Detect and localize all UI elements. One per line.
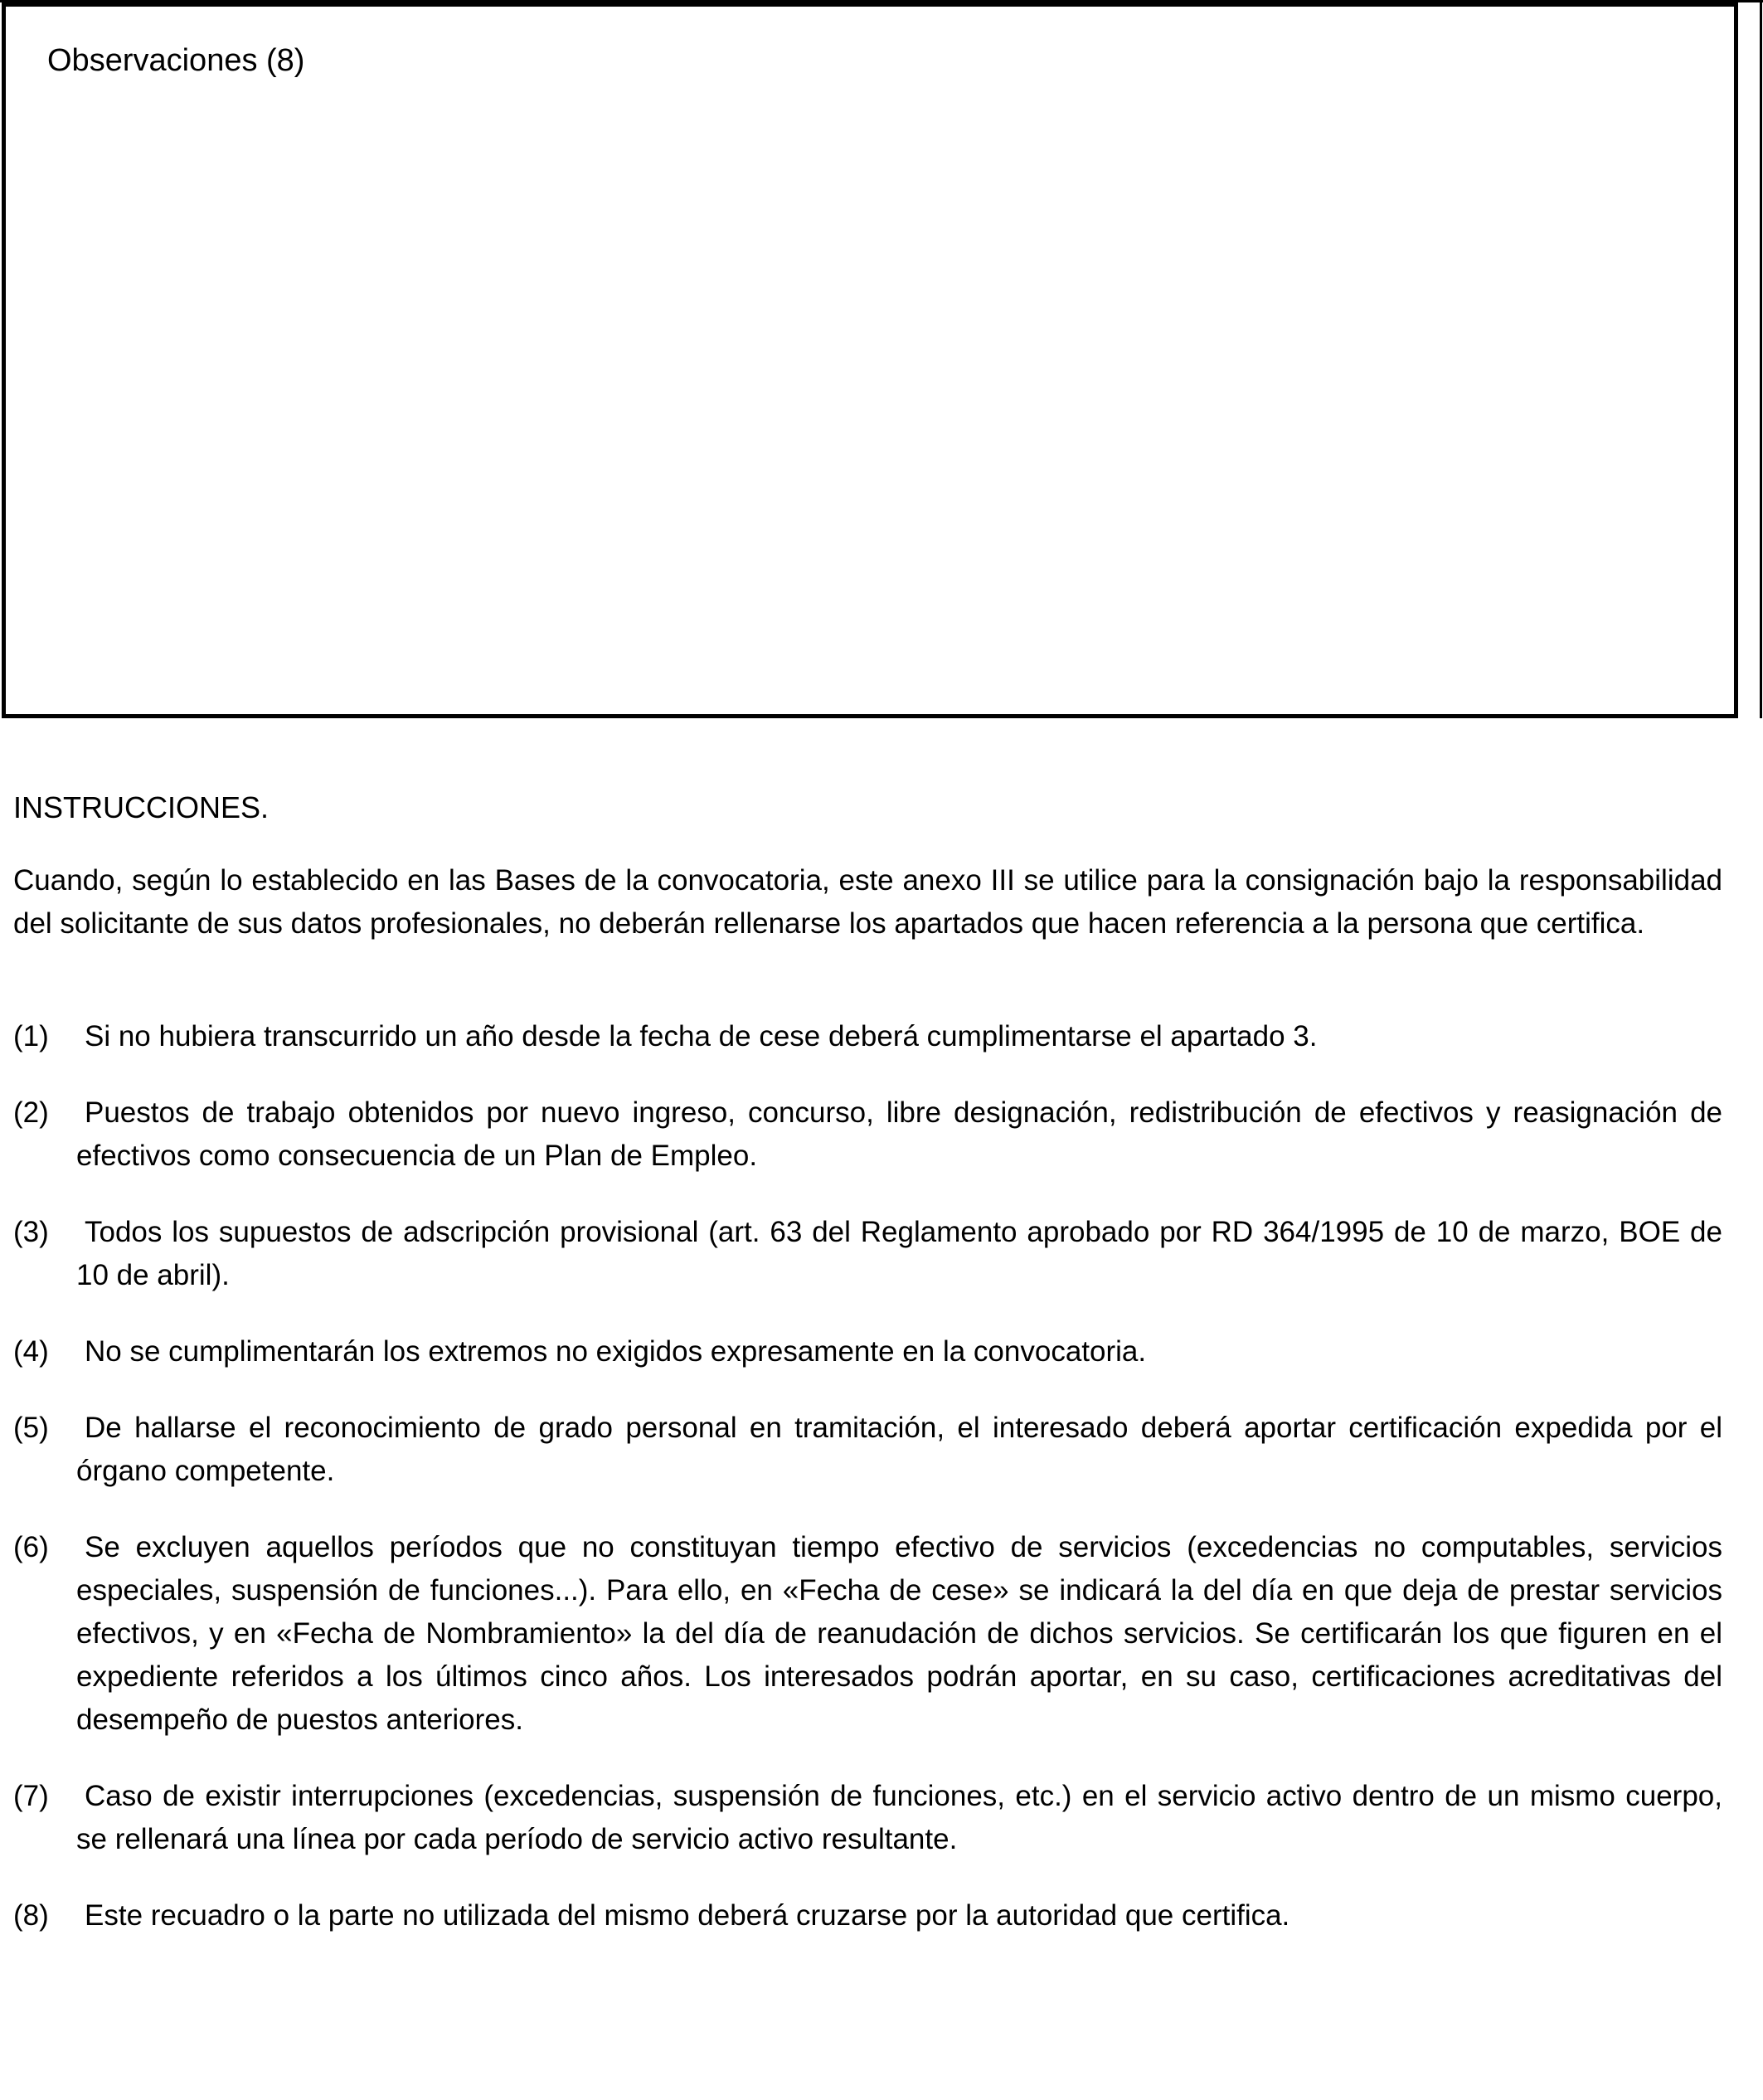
instructions-intro-paragraph: Cuando, según lo establecido en las Bases de la convocatoria, este anexo III se utilice para la consignación bajo la responsabilidad del solicitante de sus datos profesionales, no deberán rellenarse los apartados que hacen referencia a la persona que certifica. xyxy=(13,864,1722,940)
instruction-item-8-number: (8) xyxy=(13,1899,49,1932)
instruction-item-8 xyxy=(13,1894,1722,1937)
instruction-item-6-text: Se excluyen aquellos períodos que no constituyan tiempo efectivo de servicios (excedencias no computables, servicios especiales, suspensión de funciones...). Para ello, en «Fecha de cese» se indicará la del día en que deja de prestar servicios efectivos, y en «Fecha de Nombramiento» la del día de reanudación de dichos servicios. Se certificarán los que figuren en el expediente referidos a los últimos cinco años. Los interesados podrán aportar, en su caso, certificaciones acreditativas del desempeño de puestos anteriores. xyxy=(76,1531,1722,1736)
instruction-item-2-number: (2) xyxy=(13,1096,49,1129)
instruction-item-4 xyxy=(13,1330,1722,1373)
instruction-item-3-text: Todos los supuestos de adscripción provisional (art. 63 del Reglamento aprobado por RD 364/1995 de 10 de marzo, BOE de 10 de abril). xyxy=(76,1216,1722,1291)
instruction-item-1-text: Si no hubiera transcurrido un año desde la fecha de cese deberá cumplimentarse el apartado 3. xyxy=(85,1020,1318,1052)
page-right-border-line xyxy=(1760,0,1762,718)
instruction-item-2-text: Puestos de trabajo obtenidos por nuevo ingreso, concurso, libre designación, redistribución de efectivos y reasignación de efectivos como consecuencia de un Plan de Empleo. xyxy=(76,1096,1722,1172)
instructions-section xyxy=(13,786,1722,1971)
instruction-item-6 xyxy=(13,1526,1722,1742)
instruction-item-7-number: (7) xyxy=(13,1780,49,1812)
instruction-item-1 xyxy=(13,1015,1722,1058)
instruction-item-2 xyxy=(13,1091,1722,1178)
instruction-item-7 xyxy=(13,1775,1722,1861)
instruction-item-5-text: De hallarse el reconocimiento de grado personal en tramitación, el interesado deberá aportar certificación expedida por el órgano competente. xyxy=(76,1412,1722,1487)
instruction-item-7-text: Caso de existir interrupciones (excedencias, suspensión de funciones, etc.) en el servicio activo dentro de un mismo cuerpo, se rellenará una línea por cada período de servicio activo resultante. xyxy=(76,1780,1722,1855)
instruction-item-5 xyxy=(13,1407,1722,1493)
instructions-heading: INSTRUCCIONES. xyxy=(13,790,270,824)
instruction-item-4-text: No se cumplimentarán los extremos no exigidos expresamente en la convocatoria. xyxy=(85,1335,1147,1368)
observaciones-box xyxy=(2,2,1738,718)
observaciones-box-label: Observaciones (8) xyxy=(47,43,305,78)
instruction-item-6-number: (6) xyxy=(13,1531,49,1563)
instruction-item-1-number: (1) xyxy=(13,1020,49,1052)
instruction-item-4-number: (4) xyxy=(13,1335,49,1368)
instruction-item-3-number: (3) xyxy=(13,1216,49,1248)
instruction-item-3 xyxy=(13,1211,1722,1297)
instruction-item-5-number: (5) xyxy=(13,1412,49,1444)
instruction-item-8-text: Este recuadro o la parte no utilizada del mismo deberá cruzarse por la autoridad que certifica. xyxy=(85,1899,1290,1932)
